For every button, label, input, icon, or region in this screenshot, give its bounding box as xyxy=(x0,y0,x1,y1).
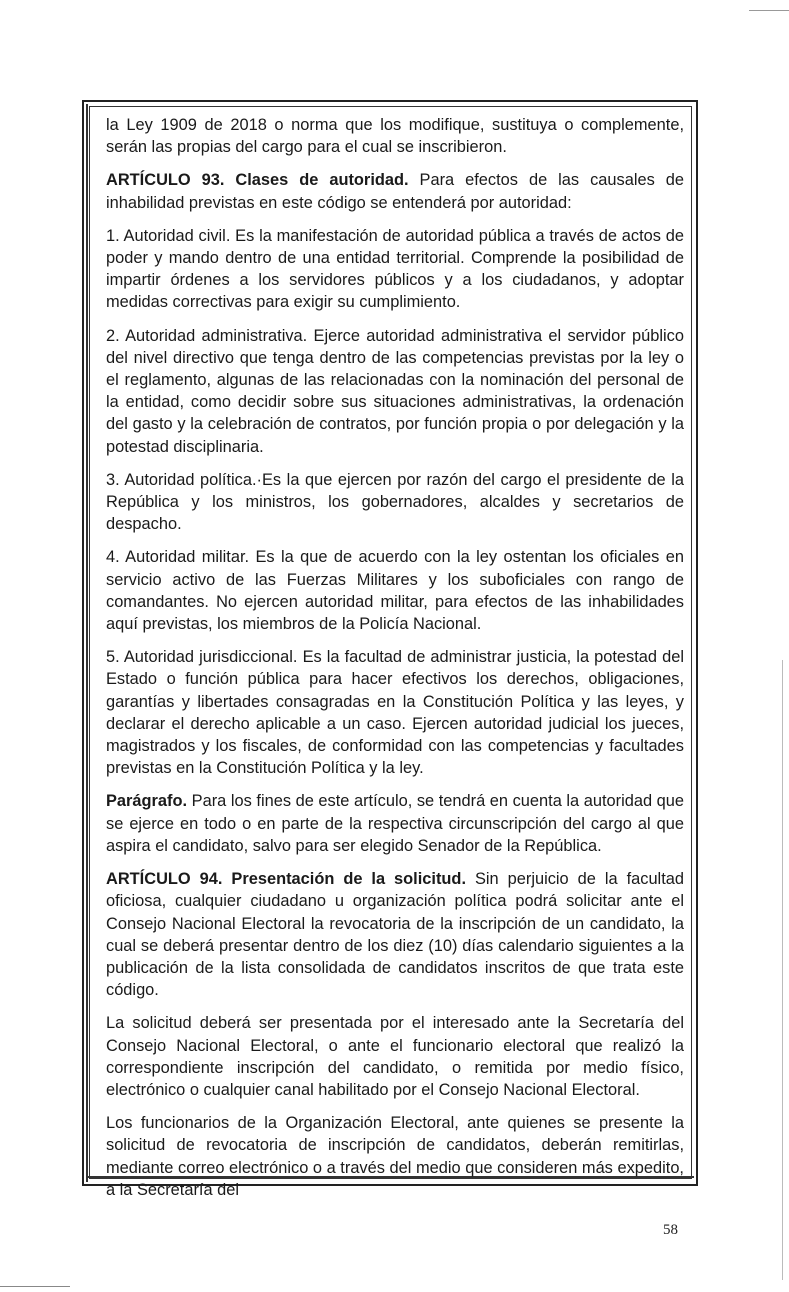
paragraph xyxy=(106,1012,684,1101)
paragraph-text: 5. Autoridad jurisdiccional. Es la facultad de administrar justicia, la potestad del Estado o función pública para hacer efectivos los derechos, obligaciones, garantías y libertades consagradas en la Constitución Política y las leyes, y declarar el derecho aplicable a un caso. Ejercen autoridad judicial los jueces, magistrados y los fiscales, de conformidad con las competencias y facultades previstas en la Constitución Política y la ley. xyxy=(106,648,684,778)
paragraph-text: La solicitud deberá ser presentada por el interesado ante la Secretaría del Consejo Nacional Electoral, o ante el funcionario electoral que realizó la correspondiente inscripción del candidato, o remitida por medio físico, electrónico o cualquier canal habilitado por el Consejo Nacional Electoral. xyxy=(106,1014,684,1099)
article-93 xyxy=(106,169,684,213)
article-94 xyxy=(106,868,684,1001)
paragraph-text: Sin perjuicio de la facultad oficiosa, cualquier ciudadano u organización política podrá solicitar ante el Consejo Nacional Electoral la revocatoria de la inscripción de un candidato, la cual se deberá presentar dentro de los diez (10) días calendario siguientes a la publicación de la lista consolidada de candidatos inscritos de que trata este código. xyxy=(106,870,684,1000)
frame-shadow-left xyxy=(86,104,88,1182)
scan-artifact-bottom xyxy=(0,1286,70,1287)
paragraph-text: 2. Autoridad administrativa. Ejerce autoridad administrativa el servidor público del nivel directivo que tenga dentro de las competencias previstas por la ley o el reglamento, algunas de las relacionadas con la nominación del personal de la entidad, como decidir sobre sus situaciones administrativas, la ordenación del gasto y la celebración de contratos, por función propia o por delegación y la potestad disciplinaria. xyxy=(106,326,684,456)
list-item-militar xyxy=(106,546,684,635)
list-item-administrativa xyxy=(106,325,684,458)
paragraph-text: la Ley 1909 de 2018 o norma que los modifique, sustituya o complemente, serán las propias del cargo para el cual se inscribieron. xyxy=(106,116,684,157)
page-number: 58 xyxy=(663,1222,678,1238)
list-item-civil xyxy=(106,225,684,314)
scan-artifact-right xyxy=(782,660,783,1280)
list-item-jurisdiccional xyxy=(106,646,684,779)
paragrafo xyxy=(106,790,684,857)
paragrafo-heading: Parágrafo. xyxy=(106,792,188,811)
paragraph-text: Para efectos de las causales de inhabilidad previstas en este código se entenderá por autoridad: xyxy=(106,171,684,212)
paragraph-text: 4. Autoridad militar. Es la que de acuerdo con la ley ostentan los oficiales en servicio activo de las Fuerzas Militares y los suboficiales con rango de comandantes. No ejercen autoridad militar, para efectos de las inhabilidades aquí previstas, los miembros de la Policía Nacional. xyxy=(106,548,684,634)
list-item-politica xyxy=(106,469,684,536)
paragraph-text: Los funcionarios de la Organización Electoral, ante quienes se presente la solicitud de revocatoria de inscripción de candidatos, deberán remitirlas, mediante correo electrónico o a través del medio que consideren más expedito, a la Secretaría del xyxy=(106,1114,684,1199)
document-body xyxy=(106,114,684,1212)
article-heading: ARTÍCULO 94. Presentación de la solicitud. xyxy=(106,870,466,889)
paragraph-text: Para los fines de este artículo, se tendrá en cuenta la autoridad que se ejerce en todo o en parte de la respectiva circunscripción del cargo al que aspira el candidato, salvo para ser elegido Senador de la República. xyxy=(106,792,684,855)
scan-artifact-top xyxy=(749,10,789,11)
paragraph-text: 1. Autoridad civil. Es la manifestación de autoridad pública a través de actos de poder y mando dentro de una entidad territorial. Comprende la posibilidad de impartir órdenes a los servidores públicos y a los ciudadanos, y adoptar medidas correctivas para exigir su cumplimiento. xyxy=(106,226,684,312)
paragraph-text: 3. Autoridad política.·Es la que ejercen por razón del cargo el presidente de la República y los ministros, los gobernadores, alcaldes y secretarios de despacho. xyxy=(106,470,684,534)
paragraph xyxy=(106,1112,684,1201)
article-heading: ARTÍCULO 93. Clases de autoridad. xyxy=(106,171,409,190)
paragraph xyxy=(106,114,684,158)
